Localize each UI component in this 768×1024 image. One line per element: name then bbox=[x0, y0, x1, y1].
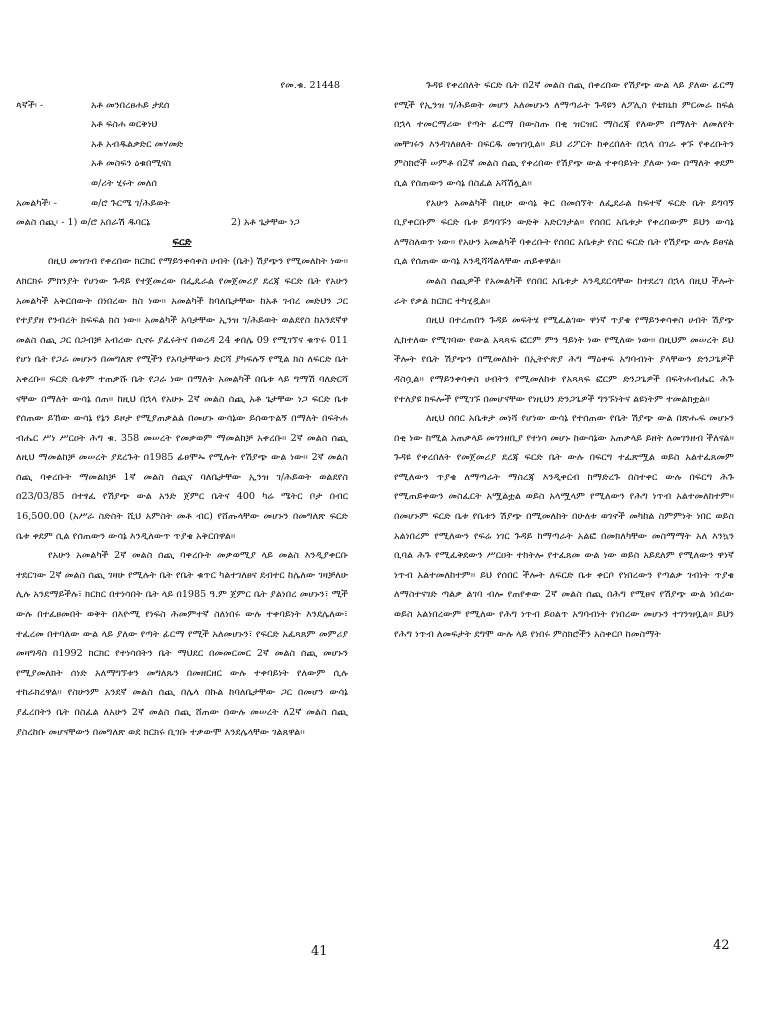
appellant-name: ወ/ሪት ሂሩት መለሰ bbox=[91, 177, 157, 189]
appellant-name: አቶ መንበረፀሐይ ታደሰ bbox=[91, 99, 170, 111]
appellant-name: አቶ ፍስሐ ወርቅነህ bbox=[91, 119, 158, 131]
paragraph: መልስ ሰጪዎች የአመልካች የሰበር አቤቱታ እንዲደርሳቸው ከተደረገ በኋላ በዚህ ችሎት ራት የቃል ክርክር ተካሂዷል፡፡ bbox=[394, 275, 734, 307]
appellant-row bbox=[16, 154, 348, 174]
appellant-name: አቶ አብዱልቃድር መሃመድ bbox=[91, 138, 184, 150]
paragraph: በዚህ መዝገብ የቀረበው ክርክር የማይንቀሳቀስ ሀብት (ቤት) ሽያጭን የሚመለከት ነው፡፡ ለክርክሩ ምክንያት የሆነው ጉዳይ የተጀመረው በፌዴራል የመጀመሪያ ደረጃ ፍርድ ቤት የአሁን አመልካች አቅርበውት በነበረው ክስ ነው፡፡ አመልካች ከባለቤታቸው ከአቶ ገብረ መድህን ጋር የተያያዘ የንብረት ክፍፍል ክስ ነው፡፡ አመልካች አባታቸው ኢንዝ ገ/ሕይወት ወልደየስ ከአንደኛዋ መልስ ሰጪ ጋር በጋብቻ አብረው ሲኖሩ ያፈሩትና በወረዳ 24 ቀበሌ 09 የሚገኘና ቁጥሩ 011 የሆነ ቤት የጋራ መሆኑን በመግለጽ የሚችን የአባታቸውን ድርሻ ያካፍሉኝ የሚል ክስ ለፍርድ ቤት አቀረቡ፡፡ ፍርድ ቤቱም ተጠቃሹ ቤት የጋራ ነው በማለት አመልካች በቤቱ ላይ ግማሽ ባለድርሻ ናቸው በማለት ውሳኔ ሰጠ፡፡ ከዚህ በኋላ የአሁኑ 2ኛ መልስ ሰጪ አቶ ጌታቸው ነጋ ፍርድ ቤቱ የሰጠው ይኸው ውሳኔ የኔን ይዞታ የሚያጠቃልል በመሆኑ ውሳኔው ይሰወጥልኝ በማለት በፍትሐ ብሔር ሥነ ሥርዐት ሕግ ቁ. 358 መሠረት የመቃወም ማመልከቻ አቀረቡ፡፡ 2ኛ መልስ ሰጪ ለዚህ ማመልከቻ መሠረት ያደረጉት በ1985 ፊፀሞኡ የሚሉት የሽያጭ ውል ነው፡፡ 2ኛ መልስ ሰጪ ባቀረቡት ማመልከቻ 1ኛ መልስ ሰጪና ባለቤታቸው ኢንዝ ገ/ሕይወት ወልደየስ በ23/03/85 በተፃፈ የሽያጭ ውል አንድ ጀምር ቤትና 400 ካሬ ሜትር ቦታ በብር 16,500.00 (አሥራ ስድስት ሺህ አምስት መቶ ብር) የሸጡላቸው መሆኑን በመግለጽ ፍርድ ቤቱ ቀደም ሲል የሰጠውን ውሳኔ እንዲለውጥ ጥያቄ አቅርበዋል፡፡ bbox=[16, 256, 348, 542]
page-number-right: 42 bbox=[713, 938, 730, 953]
appellant-row bbox=[16, 115, 348, 135]
petitioner-name: ወ/ሮ ጉርሜ ገ/ሕይወት bbox=[91, 197, 170, 209]
appellant-row bbox=[16, 174, 348, 194]
paragraph: ጉዳዩ የቀረበለት ፍርድ ቤት በ2ኛ መልስ ሰጪ በቀረበው የሽያጭ ውል ላይ ያለው ፊርማ የሚች የኢንዝ ገ/ሕይወት መሆን አለመሆኑን ለማጣራት ጉዳዩን ለፖሊስ የቴክኒክ ምርመራ ክፍል በኋላ ተመርማሪው የጣት ፊርማ በውስጡ በቂ ዝርዝር ማስረጃ የለውም በማለት ለመለየት መቸገሩን እንዳገለፀለት በፍርዱ መዝገቧል፡፡ ይህ ሪፖርት ከቀረበለት በኋላ በገራ ቀኙ የቀረቡትን ምስክሮች ሠምቶ በ2ኛ መልስ ሰጪ የቀረበው የሽያጭ ውል ተቀባይነት ያለው ነው በማለት ቀደም ሲል የሰጠውን ውሳኔ በስፈል አሻሽሏል፡፡ bbox=[394, 80, 734, 189]
appellants-label: ጳኛች፡ - bbox=[16, 99, 44, 111]
appellant-row bbox=[16, 96, 348, 116]
left-page-column bbox=[16, 76, 348, 742]
appellant-row bbox=[16, 135, 348, 155]
paragraph: በዚህ በተረጠበን ጉዳይ መፍትሄ የሚፈልገው ዋነኛ ጥያቄ የማይንቀሳቀስ ሀብት ሽያጭ ሊከተለው የሚገባው የውል አጻጻፍ ፎርም ምን ዓይነት ነው የሚለው ነው፡፡ በዚህም መሠረት ይህ ችሎት የቤት ሽያጭን በሚመለከት በኢትዮጵያ ሕግ ማዕቀፍ አግባብነት ያላቸውን ድንጋጌዎች ዳስሷል፡፡ የማይንቀሳቀስ ሀብትን የሚመለከቱ የአጻጻፍ ፎርም ድንጋጌዎች በፍትሐብሔር ሕጉ የተለያዩ ክፍሎች የሚገኙ በመሆናቸው የነዚህን ድንጋጌዎች ግንኙነትና ልዩነትም ተመልክቷል፡፡ bbox=[394, 315, 734, 405]
petitioner-label: አመልካች፡ - bbox=[16, 197, 57, 209]
paragraph: የአሁን አመልካች በዚሁ ውሳኔ ቅር በመሰኘት ለፌደራል ከፍተኛ ፍርድ ቤት ይግባኝ ቢያቀርቡም ፍርድ ቤቱ ይግባኙን ውድቅ አድርጎታል፡፡ የሰበር አቤቱታ የቀረበውም ይህን ውሳኔ ለማስለወጥ ነው፡፡ የአሁን አመልካች ባቀረቡት የሰበር አቤቱታ የስር ፍርድ ቤት የሽያጭ ውሉ ይፀናል ሲል የሰጠው ውሳኔ እንዲሻሻልላቸው ጠይቀዋል፡፡ bbox=[394, 197, 734, 268]
judgment-heading: ፍርድ bbox=[172, 236, 192, 248]
appellant-name: አቶ መስፍን ዕቁበሚናስ bbox=[91, 158, 172, 170]
respondent-2: 2) አቶ ጌታቸው ነጋ bbox=[231, 217, 300, 229]
right-page-column bbox=[394, 76, 734, 644]
paragraph: የአሁን አመልካች 2ኛ መልስ ሰጪ ባቀረቡት መቃወሚያ ላይ መልስ እንዲያቀርቡ ተደርገው 2ኛ መልስ ሰጪ ገዛሁ የሚሉት ቤት የቤት ቁጥር ካልተገለፀና ደብተር ከሌለው ገዛቻለሁ ሊሉ አንደማይችሉ፣ ክርክር በተነሳበት ቤት ላይ በ1985 ዓ.ም ጀምር ቤት ያልነበረ መሆኑን፣ ሚች ውሉ በተፈፀመበት ወቅት በእዮሚ የነፍስ ሕመምተኛ ስለነበሩ ውሉ ተቀባይነት እንደሌለው፣ ተፈረመ በተባለው ውል ላይ ያለው የጣት ፊርማ የሚች አለመሆኑን፣ የፍርድ አፈጻጸም መምሪያ መዛግዳስ በ1992 ክርክር የተነሳበትን ቤት ማህደር በመመርመር 2ኛ መልስ ሰጪ መሆኑን የሚያመለክት ሰነድ አለማግኘቱን መግለጹን በመዘርዘር ውሉ ተቀባይነት የለውም ሲሉ ተከራክረዋል፡፡ የስሁንም አንደኛ መልስ ሰጪ በሌላ በኩል ከባለቤታቸው ጋር በመሆን ውሳኔ ያፈረበትን ቤት በስፈል ለአሁን 2ኛ መልስ ሰጪ ሸጠው በውሉ መሠረት ለ2ኛ መልስ ሰጪ ያስረከቡ መሆናቸውን በመግለጽ ወደ ክርክሩ ቢገቡ ተቃውሞ እንደሌላቸው ገልጸዋል፡፡ bbox=[16, 550, 348, 738]
file-number: የመ.ቁ. 21448 bbox=[280, 80, 340, 91]
petitioner-row bbox=[16, 194, 348, 214]
page-number-left: 41 bbox=[311, 944, 328, 959]
respondent-row bbox=[16, 213, 348, 233]
respondent-1: መልስ ሰጪ፡ - 1) ወ/ሮ አበራሽ ዱባርኔ bbox=[16, 217, 151, 229]
paragraph: ለዚህ ሰበር አቤቱታ መነሻ የሆነው ውሳኔ የተሰጠው የቤት ሽያጭ ውል በጽሑፍ መሆኑን በቂ ነው ከሚል አጠቃላይ መገንዘቢያ የተነሳ መሆኑ ከውሳኔው አጠቃላይ ይዘት ለመገንዘብ ችለናል፡፡ ጉዳዩ የቀረበለት የመጀመሪያ ደረጃ ፍርድ ቤት ውሉ በፍርግ ተፈጽሟል ወይስ አልተፈጸመም የሚለውን ጥያቄ ለማጣራት ማስረጃ እንዲቀርብ ከማድረጉ በስተቀር ውሉ በፍርግ ሕጉ የሚጠይቀውን መስፈርት አሟልቷል ወይስ አላሟላም የሚለውን የሕግ ነጥብ አልተመለከተም፡፡ በመሆኑም ፍርድ ቤቱ የቤቱን ሽያጭ በሚመለከት በሁለቱ ወገኖች መካከል ስምምነት ነበር ወይስ አልነበረም የሚለውን የፍሬ ነገር ጉዳይ ከማጣራት አልፎ በመክለካቸው መስማማት አለ እንኳን ቢባል ሕጉ የሚፈቅደውን ሥርዐት ተከትሎ የተፈጸመ ውል ነው ወይስ አይደለም የሚለውን ዋነኛ ነጥብ አልተመለከተም፡፡ ይህ የሰበር ችሎት ለፍርድ ቤቱ ቀርቦ የነበረውን የጣልቃ ገብነት ጥያቄ ለማስተናገድ ጣልቃ ልገባ ብሎ የጠየቀው 2ኛ መልስ ሰጪ በሕግ የሚፀና የሽያጭ ውል ነበረው ወይስ አልነበረውም የሚለው የሕግ ነጥብ ይዐልጥ አግባብነት የነበረው መሆኑን ተገንዝቧል፡፡ ይህን የሕግ ነጥብ ለመፍታት ደግሞ ውሉ ላይ የነበሩ ምስክሮችን አስቀርቦ ከመስማት bbox=[394, 413, 734, 640]
